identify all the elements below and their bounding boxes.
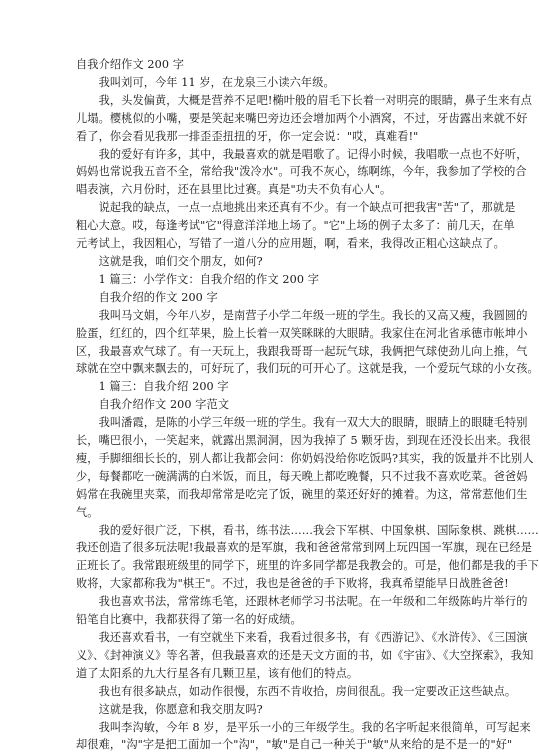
text-line: 脸蛋，红红的，四个红苹果，脸上长着一双笑眯眯的大眼睛。我家住在河北省承德市帐坤小 (76, 326, 528, 340)
text-line: 说起我的缺点，一点一点地挑出来还真有不少。有一个缺点可把我害"苦"了，那就是 (76, 201, 516, 215)
text-line: 元考试上，我因粗心，写错了一道八分的应用题，啊，看来，我得改正粗心这缺点了。 (76, 237, 505, 251)
text-line: 气。 (76, 505, 99, 519)
text-line: 我，头发偏黄，大概是营养不足吧!椭叶般的眉毛下长着一对明亮的眼睛，鼻子生来有点 (76, 93, 533, 107)
document-title: 自我介绍作文 200 字 (76, 58, 184, 71)
text-line: 我的爱好很广泛，下棋，看书，练书法……我会下军棋、中国象棋、国际象棋、跳棋…… (76, 523, 539, 537)
document-body (76, 56, 539, 754)
text-line: 妈常在我碗里夹菜，而我却常常是吃完了饭，碗里的菜还好好的摊着。为这，常常惹他们生 (76, 487, 528, 501)
text-line: 区，我最喜欢气球了。有一天玩上，我跟我哥哥一起玩气球，我俩把气球使劲儿向上推，气 (76, 344, 528, 358)
text-line: 看了，你会看见我那一排歪歪扭扭的牙，你一定会说："哎，真难看!" (76, 129, 419, 143)
text-line: 少，每餐都吃一碗满满的白米饭，而且，每天晚上都吃晚餐，只不过我不喜欢吃菜。爸爸妈 (76, 469, 528, 483)
text-line: 1 篇三：自我介绍 200 字 (76, 380, 229, 394)
text-line: 这就是我，咱们交个朋友，如何? (76, 254, 263, 268)
text-line: 我还喜欢看书，一有空就坐下来看，我看过很多书，有《西游记》、《水浒传》、《三国演 (76, 631, 528, 644)
text-line: 自我介绍作文 200 字范文 (76, 398, 230, 412)
text-line: 我也有很多缺点，如动作很慢，东西不肯收拾，房间很乱。我一定要改正这些缺点。 (76, 684, 517, 698)
text-line: 粗心大意。哎，每逢考试"它"得意洋洋地上场了。"它"上场的例子太多了：前几天，在单 (76, 219, 515, 233)
text-line: 这就是我，你愿意和我交朋友吗? (76, 702, 263, 716)
text-line: 我叫潘霞，是陈的小学三年级一班的学生。我有一双大大的眼睛，眼睛上的眼睫毛特别 (76, 416, 528, 430)
text-line: 我的爱好有许多，其中，我最喜欢的就是唱歌了。记得小时候，我唱歌一点也不好听， (76, 147, 528, 161)
text-line: 妈妈也常说我五音不全，常给我"泼冷水"。可我不灰心，练啊练，今年，我参加了学校的合 (76, 165, 527, 179)
text-line: 铅笔自比赛中，我都获得了第一名的好成绩。 (76, 613, 302, 627)
text-line: 长，嘴巴很小，一笑起来，就露出黑洞洞，因为我掉了 5 颗牙齿，到现在还没长出来。我很 (76, 434, 531, 448)
text-line: 我还创造了很多玩法呢!我最喜欢的是军旗，我和爸爸常常到网上玩四国一军旗，现在已经是 (76, 541, 533, 555)
text-line: 道了太阳系的九大行星各有几颗卫星，该有他们的特点。 (76, 666, 359, 680)
text-line: 唱表演，六月份时，还在县里比过赛。真是"功夫不负有心人"。 (76, 183, 392, 197)
text-line: 球就在空中飘来飘去的，可好玩了，我们玩的可开心了。这就是我，一个爱玩气球的小女孩。 (76, 362, 539, 376)
text-line: 自我介绍的作文 200 字 (76, 290, 218, 304)
text-line: 义》、《封神演义》等名著，但我最喜欢的还是天文方面的书，如《宇宙》、《大空探索》，我知 (76, 648, 534, 662)
text-line: 瘦，手脚细细长长的，别人都让我都会问：你奶妈没给你吃饭吗?其实，我的饭量并不比别人 (76, 451, 534, 465)
text-line: 我叫马文娟，今年八岁，是南营子小学二年级一班的学生。我长的又高又瘦，我圆圆的 (76, 308, 528, 322)
text-line: 我叫李沟敏，今年 8 岁，是平乐一小的三年级学生。我的名字听起来很简单，可写起来 (76, 720, 531, 734)
text-line: 正班长了。我常跟班级里的同学下，班里的许多同学都是我教会的。可是，他们都是我的手下 (76, 559, 539, 573)
text-line: 却很难，"沟"字是把工面加一个"沟"，"敏"是自己一种关于"敏"从来给的是不是一的"好" (76, 738, 513, 752)
text-line: 儿塌。樱桃似的小嘴，要是笑起来嘴巴旁边还会增加两个小酒窝，不过，牙齿露出来就不好 (76, 111, 528, 125)
text-line: 我也喜欢书法，常常练毛笔，还跟林老师学习书法呢。在一年级和二年级陈屿片举行的 (76, 595, 528, 609)
text-line: 我叫刘可，今年 11 岁，在龙泉三小读六年级。 (76, 75, 335, 89)
text-line: 1 篇三：小学作文：自我介绍的作文 200 字 (76, 272, 320, 286)
text-line: 败将，大家都称我为"棋王"。不过，我也是爸爸的手下败将，我真希望能早日战胜爸爸! (76, 577, 509, 591)
